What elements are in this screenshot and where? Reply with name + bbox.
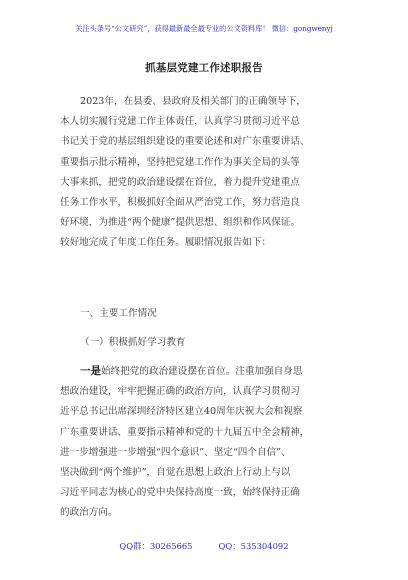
paragraph-line: 广东重要讲话、重要指示精神和党的十九届五中全会精神， <box>60 426 310 438</box>
paragraph-line: 想政治建设，牢牢把握正确的政治方向，认真学习贯彻习 <box>60 386 300 398</box>
study-paragraph <box>60 361 354 524</box>
paragraph-line: 2023年，在县委、县政府及相关部门的正确领导下， <box>80 96 306 107</box>
lead-line-text: 始终把党的政治建设摆在首位。注重加强自身思 <box>101 366 303 377</box>
paragraph-line: 书记关于党的基层组织建设的重要论述和对广东重要讲话、 <box>60 136 310 148</box>
promo-banner: 关注头条号“公文研究”，获得最新最全最专业的公文资料库！ 微信：gongwenyj <box>75 24 333 33</box>
paragraph-line: 任务工作水平，积极抓好全面从严治党工作，努力营造良 <box>60 197 300 209</box>
qq-group-number: QQ群：30265665 <box>119 541 193 551</box>
paragraph-line: 重要指示批示精神，坚持把党建工作作为事关全局的头等 <box>60 156 300 168</box>
paragraph-line: 大事来抓，把党的政治建设摆在首位，着力提升党建重点 <box>60 176 300 188</box>
paragraph-line <box>60 361 354 382</box>
section-heading: 一、主要工作情况 <box>80 308 157 319</box>
paragraph-line: 进一步增强进一步增强“四个意识”、坚定“四个自信”、 <box>60 446 291 458</box>
paragraph-line: 本人切实履行党建工作主体责任，认真学习贯彻习近平总 <box>60 116 300 128</box>
footer-contact <box>0 540 408 552</box>
paragraph-line: 的政治方向。 <box>60 507 118 519</box>
paragraph-line: 近平总书记出席深圳经济特区建立40周年庆祝大会和视察 <box>60 406 303 418</box>
paragraph-line: 好环境，为推进“两个健康”提供思想、组织和作风保证。 <box>60 217 301 229</box>
paragraph-line: 较好地完成了年度工作任务。履职情况报告如下： <box>60 237 272 249</box>
intro-paragraph <box>60 92 354 254</box>
subsection-heading: （一）积极抓好学习教育 <box>80 337 186 348</box>
paragraph-line: 坚决做到“两个维护”，自觉在思想上政治上行动上与以 <box>60 467 291 479</box>
qq-number: QQ：535304092 <box>218 541 289 551</box>
document-title: 抓基层党建工作述职报告 <box>145 62 263 74</box>
lead-keyword: 一是 <box>80 365 101 377</box>
paragraph-line: 习近平同志为核心的党中央保持高度一致，始终保持正确 <box>60 487 300 499</box>
